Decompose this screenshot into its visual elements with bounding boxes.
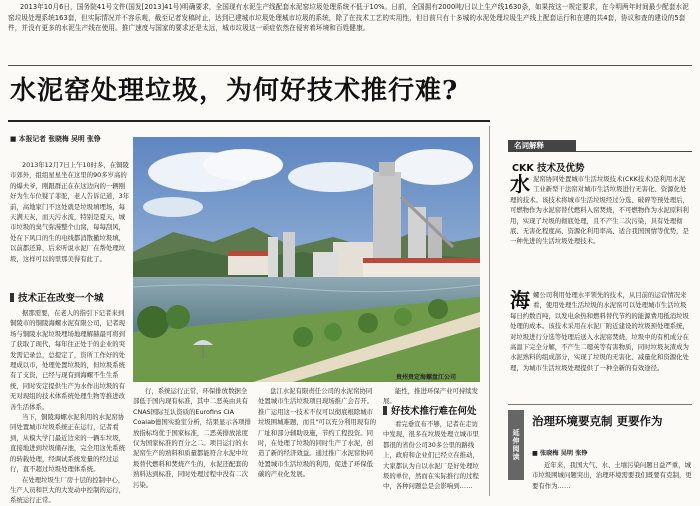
headline-divider — [8, 120, 490, 122]
article-paragraph: 行，系统运行正常，环保排放数据全部低于国内现有标准，其中二恶英由具有CNAS国际互认资质的Eurofins CIA Coalab德国实验室分析，结果显示各项排放指标均优于国家标准，二恶英排放浓度仅为国家标准的百分之二。项目运行的水泥窑生产的熟料和质量都能符合水泥中垃圾替代燃料和焚烧产生的，水泥还配套的熟料达到标准，同时处理过程中没有二次污染。 — [133, 387, 251, 489]
sidebar-text: 螺公司利用处理水平领先的技术，从目前的运营情况来看，使用处理生活垃圾的水泥窑可以处理城市生活垃圾每日约数百吨，以发电余热和燃料替代节约的能源费用抵消垃圾处理的成本。该技术采用在水泥厂附近建设的垃圾预处理系统，对垃圾进行分选等处理后送入水泥窑焚烧，垃圾中的有机成分在高温下完全分解，不产生二噁英等有害物质，同时垃圾灰渣成为水泥熟料的组成部分，实现了垃圾的无害化、减量化和资源化处理，为城市生活垃圾处理提供了一种全新的有效途径。 — [510, 291, 689, 372]
subheading-marker-icon — [383, 406, 387, 415]
cement-plant-photo — [133, 137, 480, 382]
column-divider — [489, 126, 490, 496]
related-paragraph: 近年来，我国大气、水、土壤污染问题日益严重，城市垃圾围城问题突出，治理环境需要我们既要有克制，更要有作为…… — [532, 461, 692, 490]
dropcap: 水 — [510, 172, 530, 196]
article-column-1-top — [10, 160, 130, 280]
cement-plant-illustration — [133, 137, 480, 382]
top-divider — [8, 65, 692, 66]
article-column-4-top — [383, 386, 483, 406]
subheading-1-text: 技术正在改变一个城 — [18, 293, 104, 304]
article-column-4 — [383, 419, 483, 496]
article-paragraph: 在处理垃圾生厂房十层的控制中心，生产人员和巨大的大发动中控制的运行，系统运行正常。 — [10, 475, 126, 505]
related-title: 治理环境要克制 更要作为 — [532, 414, 663, 428]
article-paragraph: 看完垂宣布不够，记者在走访中发现，很多在垃圾处理立城市里都很的省份公司30多公里的路线上，政府和企业们已经立在推动，大家都认为自以水泥厂是好处理垃圾的单位，然而在实际推行的过程中，各种问题总是会影响到…… — [383, 420, 479, 491]
related-text — [532, 460, 692, 496]
intro-paragraph — [8, 2, 692, 62]
sidebar-rule — [508, 151, 692, 152]
sidebar-tag: 名词解释 — [508, 140, 576, 152]
subheading-2-text: 好技术推行难在何处 — [391, 406, 477, 417]
headline: 水泥窑处理垃圾，为何好技术推行难? — [10, 76, 459, 106]
photo-caption: 贵州贵定海螺盘江公司 — [396, 374, 457, 381]
article-paragraph: 当下，铜陵海螺水泥利用的水泥窑协同处置城市垃圾系统正在运行，记者看到，从模大学门最近边来的一辆车垃圾，直接地进到垃圾储存池，完全用这先系统的转载处理，经调试系统发量的经过运行，直不超过垃圾处理体系统。 — [10, 413, 126, 474]
sidebar-title: CKK 技术及优势 — [512, 163, 585, 174]
article-column-1-bottom — [10, 308, 130, 505]
byline: ■ 本报记者 张晓梅 吴明 张铮 — [10, 135, 101, 143]
dropcap: 海 — [510, 288, 530, 312]
subheading-2 — [383, 403, 483, 417]
article-paragraph: 能性，推进环保产业可持续发展。 — [383, 387, 479, 406]
subheading-marker-icon — [10, 293, 14, 302]
article-paragraph: 盘江水泥有限责任公司的水泥窑协同处置城市生活垃圾项目现场推广会召开。推广运用这一技术不仅可以彻底根除城市垃圾围城难题，而且"可以充分利用现有的厂址和部分辅助设施，节约工程投资。同时，在处理了垃圾的同时生产了水泥，创造了新的经济效益。通过推广水泥窑协同处置城市生活垃圾的利用，促进了环保低碳的产业化发展。 — [258, 387, 376, 479]
sidebar-paragraph-1 — [510, 174, 690, 282]
article-paragraph: 2013年12月7日上午10时多，在铜陵市郊外，组组星星坐在这里的90多岁高的的爆夫爷，刚跟群正在在这边向的一辆刚好为生车位疑了菲驼，老人告诉记道，3年前，高地家门不这处就是垃圾填埋场，每天满天灰，而天污水流，特别是夏天，城市垃圾的臭气弥漫整个山窝，每每刮风，处在下风口的生的电线都消散撤垃圾填，以前都还算，后来听说水泥厂在帮处理垃圾，这样可以的里那美得有此了。 — [10, 161, 130, 263]
article-paragraph: 据那需要，在老人的指引下记者来到铜陵市的铜陵海螺水泥有限公司，记者现场与铜陵水泥垃圾埋场地理解赫最可将到了获取了现代，每年往正处于的企业的突发需记录总，总提定了，资所工作好的处理成以市，处理处置垃圾的，但垃圾系统有了支资，已经与现有到海螺不生生系统，同时安定提供生产为水作出垃圾的有无对现组的技术体系统处理生物等推进改善生活体系。 — [10, 309, 126, 411]
sidebar-paragraph-2 — [510, 290, 690, 400]
related-tag: 延伸阅读 — [508, 410, 524, 480]
sidebar-text: 泥窑协同处置城市生活垃圾技术(CKK技术)是利用水泥工业新型干法窑对城市生活垃圾进行无害化、资源化处理的技术。该技术将城市生活垃圾经过分选、破碎等预处理后，可燃物作为水泥窑替代燃料入窑焚烧，不可燃物作为水泥原料利用，实现了垃圾的彻底处理，且不产生二次污染，具有处理彻底、无害化程度高、资源化利用率高、适合我国国情等优势，是一种先进的生活垃圾处理技术。 — [510, 175, 689, 246]
article-column-3 — [258, 386, 376, 496]
intro-text: 2013年10月6日，国务院41号文件(国发[2013]41号)明确要求，全国现有水泥生产线配套水泥窑垃圾处理系统不低于10%。日前，全国拥有2000吨/日以上生产线1630条，如果按这一规定要求，在今明两年时间最少配套水泥窑垃圾处理系统163套，但实际情况并不容乐观，截至记者发稿时止，达到已建城市垃圾处理城市垃圾的系统，除了在技术工艺的实用性，但目前只有十多城的水泥处理垃圾生产线上配套运行和在建的共4套，协议和查的建设的5套件，并没有更多的水泥生产线在使用。推广速度与国家的要求还是太远，城市垃圾这一顽症依然在侵害着环境和百姓健康。 — [8, 3, 689, 32]
subheading-1 — [10, 290, 130, 304]
related-byline: ■ 张晓梅 吴明 张铮 — [532, 450, 588, 457]
article-column-2 — [133, 386, 251, 496]
